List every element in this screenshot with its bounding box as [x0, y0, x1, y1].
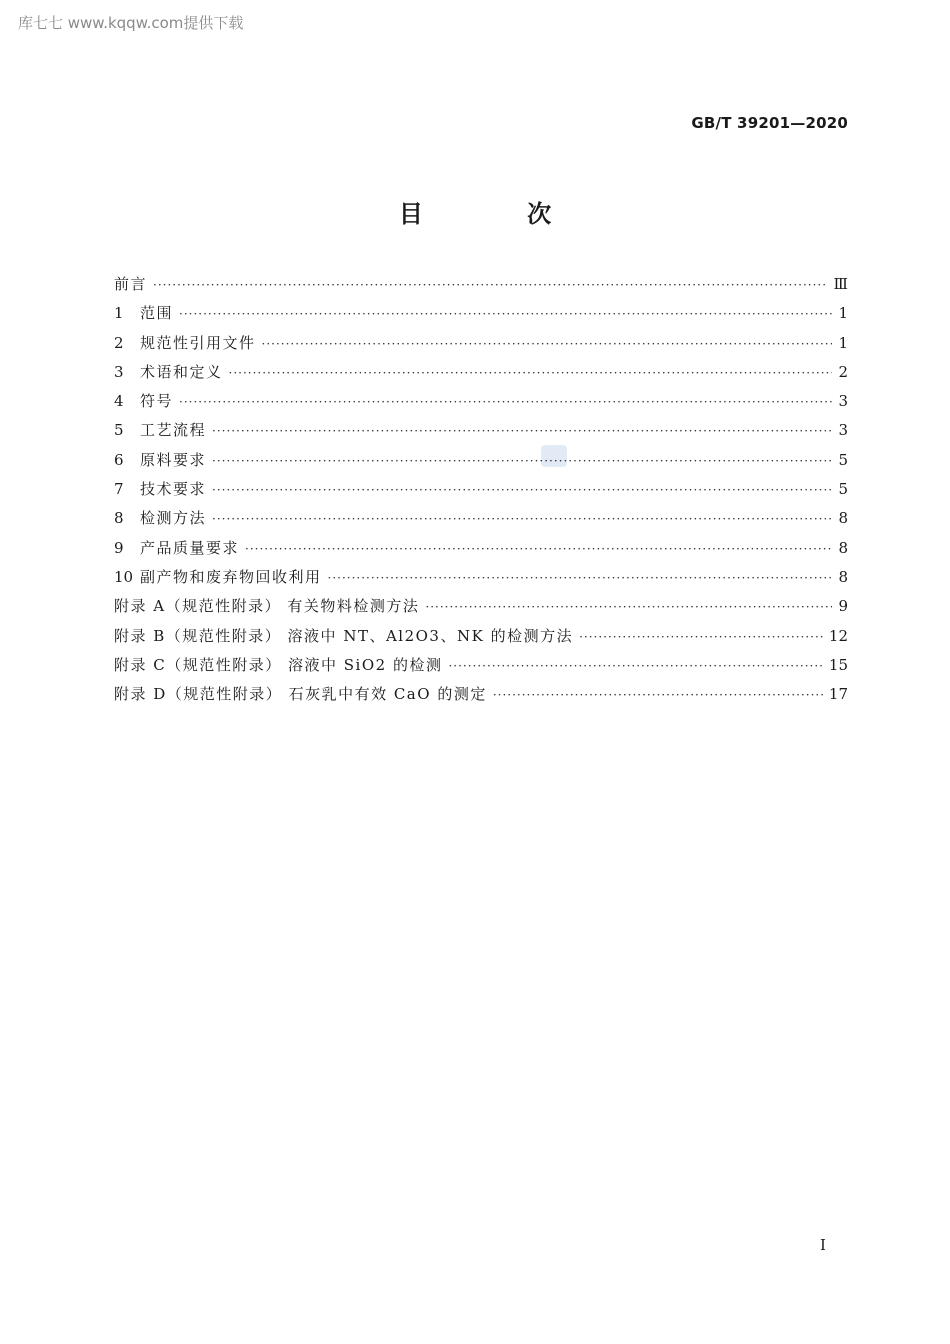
- toc-entry-label: 副产物和废弃物回收利用: [140, 567, 322, 586]
- standard-number: GB/T 39201—2020: [691, 114, 848, 132]
- toc-entry-page: 9: [838, 597, 848, 616]
- toc-leader: [179, 300, 832, 329]
- toc-leader: [153, 271, 828, 300]
- toc-leader: [262, 330, 832, 359]
- toc-entry-page: 1: [838, 333, 848, 352]
- toc-entry-page: 12: [828, 626, 848, 645]
- toc-entry-page: 8: [838, 509, 848, 528]
- toc-entry-page: 8: [838, 567, 848, 586]
- toc-entry-foreword[interactable]: [114, 270, 848, 299]
- toc-leader: [425, 593, 832, 622]
- toc-entry-9[interactable]: [114, 534, 848, 563]
- page-number: I: [820, 1236, 826, 1254]
- toc-entry-label: 技术要求: [140, 480, 207, 499]
- toc-entry-label: 附录 B（规范性附录） 溶液中 NT、Al2O3、NK 的检测方法: [114, 626, 574, 645]
- toc-entry-label: 范围: [140, 304, 174, 323]
- table-of-contents: [114, 270, 848, 709]
- toc-entry-number: 7: [114, 480, 124, 499]
- toc-leader: [179, 388, 832, 417]
- toc-leader: [229, 359, 832, 388]
- toc-entry-label: 前言: [114, 275, 148, 293]
- toc-entry-label: 附录 A（规范性附录） 有关物料检测方法: [114, 597, 420, 616]
- toc-entry-page: 3: [838, 392, 848, 411]
- toc-entry-appendix-c[interactable]: [114, 651, 848, 680]
- page-title: 目 次: [398, 200, 600, 228]
- toc-entry-label: 术语和定义: [140, 362, 223, 381]
- toc-leader: [212, 417, 832, 446]
- toc-entry-10[interactable]: [114, 563, 848, 592]
- toc-entry-page: 17: [828, 685, 848, 704]
- toc-leader: [212, 476, 832, 505]
- toc-leader: [328, 564, 832, 593]
- toc-entry-appendix-b[interactable]: [114, 622, 848, 651]
- toc-entry-number: 3: [114, 362, 124, 381]
- toc-entry-2[interactable]: [114, 329, 848, 358]
- toc-leader: [579, 623, 823, 652]
- toc-entry-number: 10: [114, 567, 134, 586]
- toc-leader: [212, 505, 832, 534]
- watermark-text: 库七七 www.kqqw.com提供下载: [18, 14, 244, 32]
- toc-entry-7[interactable]: [114, 475, 848, 504]
- toc-entry-4[interactable]: [114, 387, 848, 416]
- toc-entry-page: 15: [828, 655, 848, 674]
- toc-entry-label: 原料要求: [140, 450, 207, 469]
- toc-entry-8[interactable]: [114, 504, 848, 533]
- toc-entry-label: 规范性引用文件: [140, 333, 256, 352]
- toc-entry-number: 6: [114, 450, 124, 469]
- toc-entry-label: 附录 D（规范性附录） 石灰乳中有效 CaO 的测定: [114, 685, 487, 704]
- toc-entry-label: 检测方法: [140, 509, 207, 528]
- toc-entry-number: 9: [114, 538, 124, 557]
- toc-leader: [493, 681, 823, 710]
- toc-entry-page: 2: [838, 362, 848, 381]
- toc-entry-page: 5: [838, 450, 848, 469]
- toc-entry-label: 工艺流程: [140, 421, 207, 440]
- toc-leader: [448, 652, 822, 681]
- toc-entry-number: 4: [114, 392, 124, 411]
- toc-entry-page: Ⅲ: [833, 275, 848, 293]
- toc-entry-3[interactable]: [114, 358, 848, 387]
- toc-entry-5[interactable]: [114, 416, 848, 445]
- toc-entry-number: 2: [114, 333, 124, 352]
- toc-entry-label: 符号: [140, 392, 174, 411]
- toc-entry-page: 8: [838, 538, 848, 557]
- toc-entry-6[interactable]: [114, 446, 848, 475]
- toc-entry-label: 产品质量要求: [140, 538, 240, 557]
- toc-entry-appendix-d[interactable]: [114, 680, 848, 709]
- toc-entry-appendix-a[interactable]: [114, 592, 848, 621]
- toc-entry-label: 附录 C（规范性附录） 溶液中 SiO2 的检测: [114, 655, 443, 674]
- toc-entry-1[interactable]: [114, 299, 848, 328]
- toc-entry-number: 5: [114, 421, 124, 440]
- toc-entry-page: 1: [838, 304, 848, 323]
- toc-entry-page: 5: [838, 480, 848, 499]
- toc-entry-number: 1: [114, 304, 124, 323]
- toc-leader: [245, 535, 832, 564]
- toc-entry-number: 8: [114, 509, 124, 528]
- toc-leader: [212, 447, 832, 476]
- toc-entry-page: 3: [838, 421, 848, 440]
